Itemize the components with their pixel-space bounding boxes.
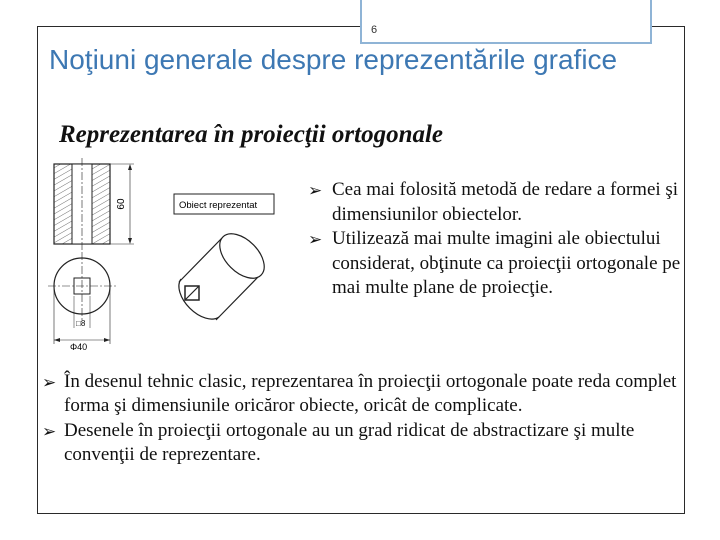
object-label: Obiect reprezentat — [179, 200, 258, 211]
height-dimension-label: 60 — [116, 198, 127, 210]
slide-title: Noţiuni generale despre reprezentările grafice — [49, 44, 618, 75]
arrow-bullet-icon: ➢ — [42, 373, 57, 392]
right-bullet-list — [308, 178, 688, 301]
bullet-text: Cea mai folosită metodă de redare a formei şi dimensiunilor obiectelor. — [332, 179, 679, 225]
arrow-bullet-icon: ➢ — [308, 230, 323, 250]
list-item — [42, 419, 682, 468]
page-number: 6 — [371, 24, 378, 36]
cylinder-isometric-view — [179, 226, 272, 320]
list-item — [42, 370, 682, 419]
diameter-dimension-label: Φ40 — [70, 342, 88, 352]
front-section-view — [54, 158, 110, 250]
bottom-bullet-list — [42, 370, 682, 467]
bullet-text: În desenul tehnic clasic, reprezentarea în proiecţii ortogonale poate reda complet forma şi dimensiunile oricăror obiecte, oricât de complicate. — [64, 371, 677, 417]
bullet-text: Desenele în proiecţii ortogonale au un grad ridicat de abstractizare şi multe convenţii de reprezentare. — [64, 419, 635, 465]
top-view — [48, 252, 116, 344]
arrow-bullet-icon: ➢ — [308, 181, 323, 200]
orthographic-drawing-figure — [44, 156, 299, 356]
square-dimension-label: □8 — [76, 319, 86, 328]
page-number-tab — [360, 0, 652, 44]
slide-subtitle: Reprezentarea în proiecţii ortogonale — [59, 121, 444, 148]
list-item — [308, 178, 688, 227]
bullet-text: Utilizează mai multe imagini ale obiectului considerat, obţinute ca proiecţii ortogonale pe mai multe plane de proiecţie. — [332, 228, 681, 299]
arrow-bullet-icon: ➢ — [42, 421, 57, 441]
list-item — [308, 227, 688, 301]
